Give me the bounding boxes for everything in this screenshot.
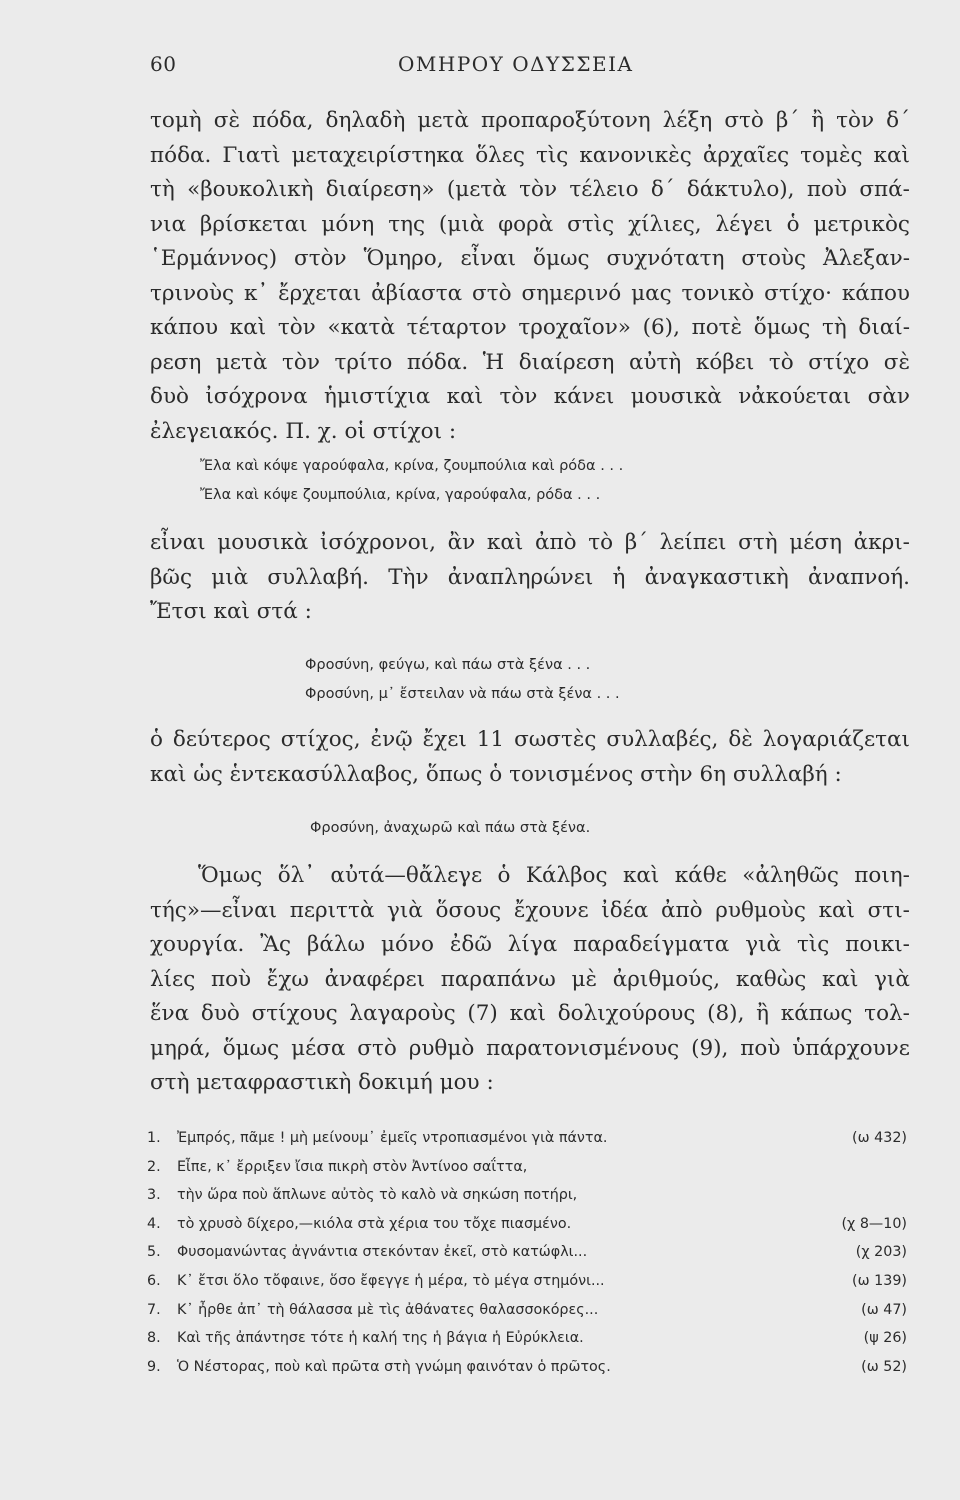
text-line: λίες ποὺ ἔχω ἀναφέρει παραπάνω μὲ ἀριθμούς, καθὼς καὶ γιὰ	[150, 966, 910, 992]
example-number: 5.	[147, 1244, 161, 1261]
example-number: 6.	[147, 1272, 161, 1289]
text-line: τρινοὺς κ᾿ ἔρχεται ἀβίαστα στὸ σημερινό μας τονικὸ στίχο· κάπου	[150, 280, 910, 306]
numbered-examples	[147, 1124, 907, 1381]
text-line: βῶς μιὰ συλλαβή. Τὴν ἀναπληρώνει ἡ ἀναγκαστικὴ ἀναπνοή.	[150, 564, 910, 590]
text-line: τομὴ σὲ πόδα, δηλαδὴ μετὰ προπαροξύτονη λέξη στὸ β΄ ἢ τὸν δ΄	[150, 108, 910, 133]
verse-quote-3	[310, 814, 590, 843]
text-line: τὴ «βουκολικὴ διαίρεση» (μετὰ τὸν τέλειο δ΄ δάκτυλο), ποὺ σπά-	[150, 177, 910, 202]
example-number: 3.	[147, 1187, 161, 1204]
text-line: πόδα. Γιατὶ μεταχειρίστηκα ὅλες τὶς κανονικὲς ἀρχαῖες τομὲς καὶ	[150, 142, 910, 168]
example-row	[147, 1267, 907, 1296]
example-number: 7.	[147, 1301, 161, 1318]
text-line: ἐλεγειακός. Π. χ. οἱ στίχοι :	[150, 418, 457, 444]
example-text: Καὶ τῆς ἀπάντησε τότε ἡ καλή της ἡ βάγια ἡ Εὐρύκλεια.	[177, 1330, 584, 1347]
example-text: Εἶπε, κ᾿ ἔρριξεν ἴσια πικρὴ στὸν Ἀντίνοο σαΐττα,	[177, 1158, 528, 1175]
example-row	[147, 1153, 907, 1182]
example-reference: (χ 203)	[855, 1244, 907, 1261]
example-reference: (χ 8—10)	[841, 1215, 907, 1232]
example-row	[147, 1181, 907, 1210]
text-line: ὁ δεύτερος στίχος, ἐνῷ ἔχει 11 σωστὲς συλλαβές, δὲ λογαριάζεται	[150, 727, 910, 752]
paragraph-2	[150, 526, 910, 630]
text-line: στὴ μεταφραστικὴ δοκιμή μου :	[150, 1070, 494, 1095]
example-text: τὸ χρυσὸ δίχερο,—κιόλα στὰ χέρια του τὄχε πιασμένο.	[177, 1215, 572, 1232]
example-row	[147, 1210, 907, 1239]
example-row	[147, 1324, 907, 1353]
text-line: εἶναι μουσικὰ ἰσόχρονοι, ἂν καὶ ἀπὸ τὸ β΄ λείπει στὴ μέση ἀκρι-	[150, 530, 910, 555]
example-row	[147, 1238, 907, 1267]
example-text: Κ᾿ ἦρθε ἀπ᾿ τὴ θάλασσα μὲ τὶς ἀθάνατες θαλασσοκόρες...	[177, 1301, 599, 1318]
verse-quote-2	[305, 651, 620, 709]
example-row	[147, 1124, 907, 1153]
example-reference	[899, 1181, 907, 1210]
verse-line: Φροσύνη, ἀναχωρῶ καὶ πάω στὰ ξένα.	[310, 820, 591, 836]
page-number: 60	[150, 52, 177, 76]
example-text: Ἐμπρός, πᾶμε ! μὴ μείνουμ᾿ ἐμεῖς ντροπιασμένοι γιὰ πάντα.	[177, 1130, 608, 1146]
example-text: Φυσομανώντας ἀγνάντια στεκόνταν ἐκεῖ, στὸ κατώφλι...	[177, 1244, 588, 1261]
example-number: 1.	[147, 1130, 161, 1146]
example-text: τὴν ὥρα ποὺ ἅπλωνε αὐτὸς τὸ καλὸ νὰ σηκώση ποτήρι,	[177, 1187, 578, 1204]
verse-line: Ἔλα καὶ κόψε γαρούφαλα, κρίνα, ζουμπούλια καὶ ρόδα . . .	[200, 458, 624, 474]
example-row	[147, 1296, 907, 1325]
example-reference: (ω 432)	[852, 1130, 907, 1146]
text-line: Ἔτσι καὶ στά :	[150, 599, 312, 624]
verse-line: Ἔλα καὶ κόψε ζουμπούλια, κρίνα, γαρούφαλα, ρόδα . . .	[200, 487, 601, 503]
text-line: Ὅμως ὅλ᾿ αὐτά—θἄλεγε ὁ Κάλβος καὶ κάθε «ἀληθῶς ποιη-	[198, 863, 910, 888]
example-text: Κ᾿ ἔτσι ὅλο τὄφαινε, ὅσο ἔφεγγε ἡ μέρα, τὸ μέγα στημόνι...	[177, 1272, 605, 1289]
text-line: καὶ ὡς ἑντεκασύλλαβος, ὅπως ὁ τονισμένος στὴν 6η συλλαβή :	[150, 761, 842, 787]
page-header	[0, 52, 960, 84]
verse-line: Φροσύνη, φεύγω, καὶ πάω στὰ ξένα . . .	[305, 657, 591, 673]
example-number: 9.	[147, 1358, 161, 1375]
text-line: μηρά, ὅμως μέσα στὸ ρυθμὸ παρατονισμένους (9), ποὺ ὑπάρχουνε	[150, 1035, 910, 1061]
example-reference: (ψ 26)	[863, 1330, 907, 1347]
text-line: κάπου καὶ τὸν «κατὰ τέταρτον τροχαῖον» (6), ποτὲ ὅμως τὴ διαί-	[150, 315, 910, 340]
running-title: ΟΜΗΡΟΥ ΟΔΥΣΣΕΙΑ	[398, 52, 634, 76]
text-line: τής»—εἶναι περιττὰ γιὰ ὅσους ἔχουνε ἰδέα ἀπὸ ρυθμοὺς καὶ στι-	[150, 897, 910, 923]
example-reference: (ω 139)	[852, 1272, 907, 1289]
text-line: ῾Ερμάννος) στὸν Ὅμηρο, εἶναι ὅμως συχνότατη στοὺς Ἀλεξαν-	[150, 246, 910, 271]
example-number: 8.	[147, 1330, 161, 1347]
example-text: Ὁ Νέστορας, ποὺ καὶ πρῶτα στὴ γνώμη φαινόταν ὁ πρῶτος.	[177, 1358, 611, 1375]
example-reference: (ω 52)	[861, 1358, 907, 1375]
example-reference: (ω 47)	[861, 1301, 907, 1318]
example-number: 2.	[147, 1158, 161, 1175]
paragraph-4	[150, 859, 910, 1101]
verse-quote-1	[200, 452, 623, 510]
text-line: ἕνα δυὸ στίχους λαγαροὺς (7) καὶ δολιχούρους (8), ἢ κάπως τολ-	[150, 1001, 910, 1026]
example-reference	[899, 1153, 907, 1182]
paragraph-3	[150, 723, 910, 792]
verse-line: Φροσύνη, μ᾿ ἔστειλαν νὰ πάω στὰ ξένα . . .	[305, 686, 620, 702]
text-line: ρεση μετὰ τὸν τρίτο πόδα. Ἡ διαίρεση αὐτὴ κόβει τὸ στίχο σὲ	[150, 349, 910, 375]
example-row	[147, 1353, 907, 1382]
text-line: δυὸ ἰσόχρονα ἡμιστίχια καὶ τὸν κάνει μουσικὰ νἀκούεται σὰν	[150, 384, 910, 409]
text-line: χουργία. Ἂς βάλω μόνο ἐδῶ λίγα παραδείγματα γιὰ τὶς ποικι-	[150, 932, 910, 957]
text-line: νια βρίσκεται μόνη της (μιὰ φορὰ στὶς χίλιες, λέγει ὁ μετρικὸς	[150, 211, 910, 237]
example-number: 4.	[147, 1215, 161, 1232]
paragraph-1	[150, 104, 910, 449]
